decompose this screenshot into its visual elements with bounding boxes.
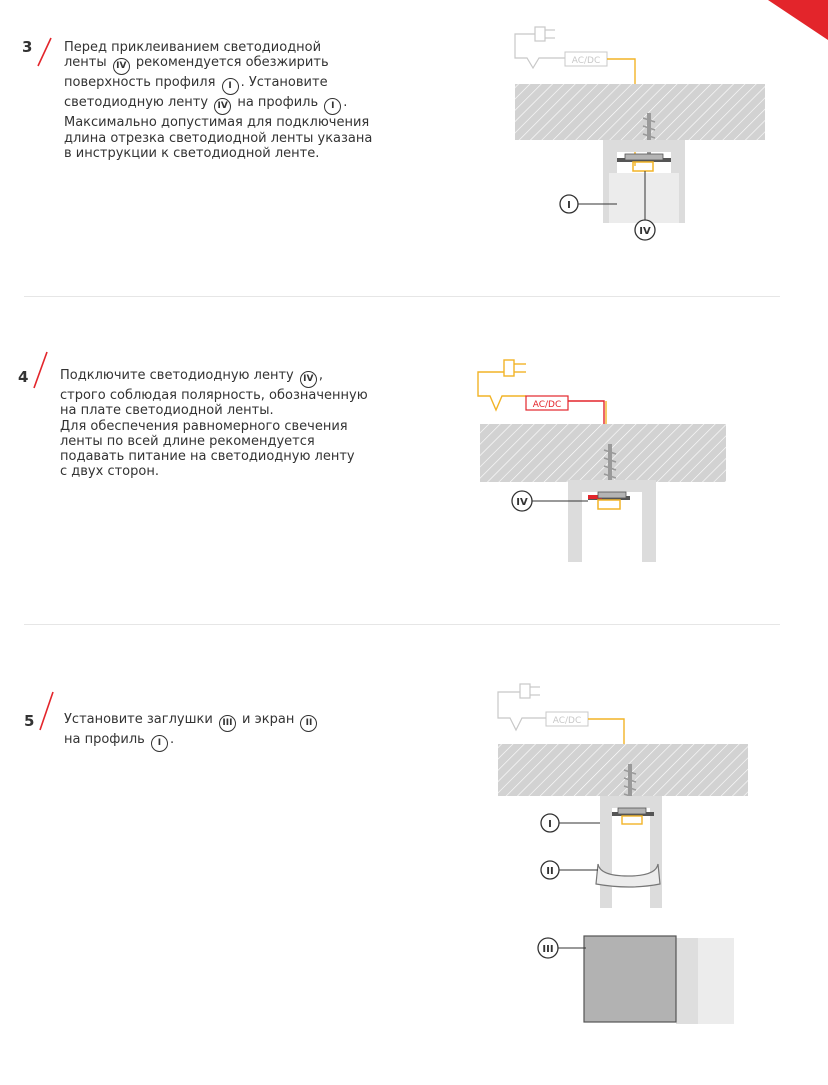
text-fragment: .: [343, 95, 348, 111]
callout-II: II: [546, 866, 554, 877]
text-fragment: рекомендуется обезжирить: [131, 55, 329, 71]
roman-callout: II: [300, 715, 317, 732]
roman-callout: I: [151, 735, 168, 752]
text-fragment: .: [169, 732, 175, 747]
roman-callout: III: [219, 715, 236, 732]
acdc-label: AC/DC: [552, 716, 582, 726]
step-3-diagram: [505, 18, 775, 243]
callout-I: I: [567, 200, 571, 211]
text-fragment: ленты по всей длине рекомендуется: [60, 433, 315, 449]
step-4-line: [60, 449, 368, 464]
text-fragment: на профиль: [64, 732, 149, 747]
step-5-text: [64, 712, 319, 752]
callout-IV: IV: [639, 226, 651, 237]
divider-1: [24, 296, 780, 297]
step-3-line: [64, 131, 372, 146]
roman-callout: IV: [113, 58, 130, 75]
roman-callout: I: [222, 78, 239, 95]
step-5-line: [64, 732, 319, 752]
step-5-slash-icon: [38, 690, 56, 732]
step-3-line: [64, 115, 372, 130]
step-5-diagram: [490, 676, 760, 1036]
step-3-line: [64, 95, 372, 115]
step-4-number: 4: [18, 368, 29, 386]
text-fragment: Установите заглушки: [64, 712, 217, 727]
text-fragment: светодиодную ленту: [64, 95, 213, 111]
acdc-label: AC/DC: [571, 56, 601, 66]
step-4-diagram: [470, 352, 732, 564]
step-4-line: [60, 464, 368, 479]
callout-III: III: [542, 944, 554, 955]
text-fragment: и экран: [237, 712, 299, 727]
text-fragment: Для обеспечения равномерного свечения: [60, 418, 348, 434]
text-fragment: Максимально допустимая для подключения: [64, 115, 370, 131]
step-3-text: [64, 40, 372, 161]
step-4-line: [60, 419, 368, 434]
step-3-slash-icon: [36, 36, 54, 68]
text-fragment: с двух сторон.: [60, 464, 159, 480]
text-fragment: на плате светодиодной ленты.: [60, 403, 274, 419]
plug-icon: [515, 27, 565, 68]
roman-callout: IV: [214, 98, 231, 115]
divider-2: [24, 624, 780, 625]
text-fragment: Подключите светодиодную ленту: [60, 368, 298, 383]
text-fragment: поверхность профиля: [64, 75, 220, 91]
step-3-line: [64, 55, 372, 75]
step-3-number: 3: [22, 38, 33, 56]
text-fragment: длина отрезка светодиодной ленты указана: [64, 130, 373, 146]
callout-I: I: [548, 819, 552, 830]
text-fragment: подавать питание на светодиодную ленту: [60, 449, 355, 465]
roman-callout: IV: [300, 371, 317, 388]
acdc-label: AC/DC: [532, 400, 562, 410]
step-4-line: [60, 434, 368, 449]
text-fragment: ,: [318, 368, 323, 383]
text-fragment: в инструкции к светодиодной ленте.: [64, 145, 320, 161]
text-fragment: . Установите: [240, 75, 328, 91]
text-fragment: на профиль: [233, 95, 323, 111]
step-4-line: [60, 368, 368, 388]
step-3-line: [64, 40, 372, 55]
text-fragment: Перед приклеиванием светодиодной: [64, 40, 322, 55]
roman-callout: I: [324, 98, 341, 115]
step-4-line: [60, 403, 368, 418]
corner-accent-mark: [768, 0, 828, 40]
step-4-line: [60, 388, 368, 403]
plug-icon: [478, 360, 526, 410]
step-5-line: [64, 712, 319, 732]
text-fragment: ленты: [64, 55, 111, 71]
step-3-line: [64, 75, 372, 95]
step-3-line: [64, 146, 372, 161]
callout-IV: IV: [516, 497, 528, 508]
plug-icon: [498, 684, 546, 730]
step-5-number: 5: [24, 712, 35, 730]
step-4-slash-icon: [32, 350, 50, 390]
step-4-text: [60, 368, 368, 480]
text-fragment: строго соблюдая полярность, обозначенную: [60, 388, 368, 403]
